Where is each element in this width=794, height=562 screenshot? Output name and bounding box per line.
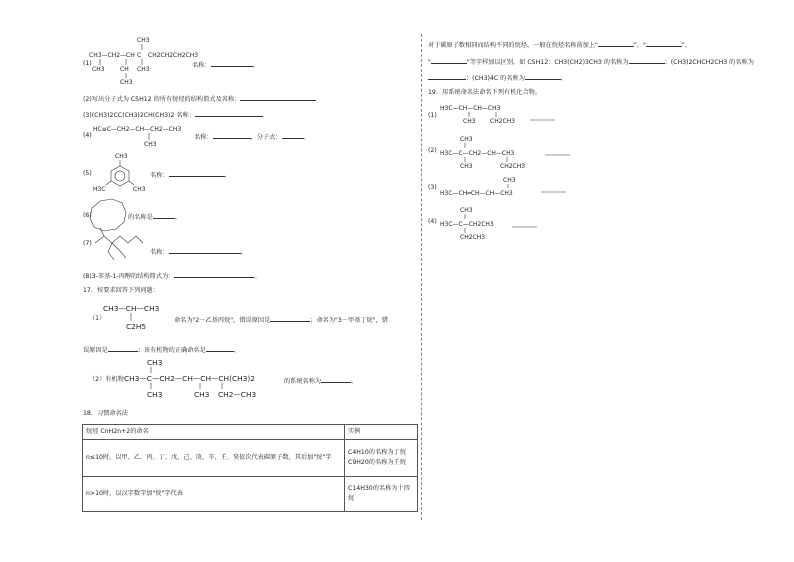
q1-branch-ch3-2: CH3 [137, 66, 150, 73]
q6-answer-row: 的名称是 。 [128, 214, 181, 221]
table-header-row [83, 425, 418, 440]
q17-2-bot-ch3-2: CH3 [194, 390, 210, 399]
right-intro-blank6[interactable] [525, 73, 561, 80]
q4-branch: CH3 [144, 141, 157, 148]
q1-answer-row: 名称： 。 [192, 62, 259, 69]
q19-1-main: H3C—CH—CH—CH3 [440, 105, 501, 112]
q19-2-label: (2) [428, 147, 437, 154]
q8-text: (8)3-苯基-1-丙醇的结构简式为： [83, 273, 175, 280]
table-row2-right: C14H30的名称为十四烷 [345, 477, 418, 512]
q17-1-text4: ；该有机物的正确命名是 [137, 347, 206, 354]
right-intro-sep1: "、" [633, 42, 646, 49]
right-intro-text2: "等字样加以区别。如 C5H12：CH3(CH2)3CH3 的名称为 [466, 59, 629, 66]
q19-3-main: H3C—CH═CH—CH—CH3 [440, 190, 513, 197]
q19-4-main: H3C—C—CH2CH3 [440, 221, 494, 228]
right-intro-blank5[interactable] [428, 73, 466, 80]
q19-4-top: CH3 [460, 207, 473, 214]
right-intro-text3: ；(CH3)4C 的名称为 [466, 75, 525, 82]
q6-name-label: 的名称是 [128, 214, 153, 221]
table-row [83, 440, 418, 477]
q5-label: (5) [83, 170, 92, 177]
q8-answer-blank[interactable] [174, 271, 254, 278]
right-intro-text1: 对于碳原子数相同而结构不同的烷烃，一般在烷烃名称前加上" [428, 42, 598, 49]
table-row1-right-1: C4H10的名称为丁烷 [348, 449, 406, 456]
q3-answer-blank[interactable] [195, 110, 263, 117]
q17-2-answer-row: 的系统名称为 。 [284, 378, 358, 385]
q5-name-label: 名称： [150, 172, 169, 179]
q19-3-structure [440, 177, 566, 197]
q5-right-ch3: CH3 [133, 186, 146, 193]
q19-1-label: (1) [428, 112, 437, 119]
q1-top-ch3: CH3 [137, 37, 150, 44]
q7-label: (7) [83, 240, 92, 247]
right-intro-end1: "、 [681, 42, 691, 49]
q17-2-top-ch3: CH3 [147, 358, 163, 367]
q17-2-blank[interactable] [321, 376, 351, 383]
q2-row [83, 94, 316, 104]
q4-answer-row: 名称： ，分子式： 。 [194, 134, 310, 141]
q1-label: (1) [83, 60, 92, 67]
q4-mf-blank[interactable] [282, 132, 304, 139]
q19-4-bot: CH2CH3 [460, 234, 486, 241]
table-row1-right-2: C9H20的名称为壬烷 [348, 459, 406, 466]
q4-name-label: 名称： [194, 134, 213, 141]
q19-2-main: H3C—C—CH2—CH—CH3 [440, 150, 515, 157]
q17-1-main: CH3—CH—CH3 [103, 304, 160, 313]
q19-3-label: (3) [428, 184, 437, 191]
q17-1-row1 [174, 315, 388, 325]
q3-row [83, 110, 263, 120]
q17-1-blank1[interactable] [270, 315, 310, 322]
q6-ring [90, 199, 126, 231]
q1-branch-ch: CH [120, 66, 129, 73]
table-row [83, 477, 418, 512]
q1-answer-blank[interactable] [211, 60, 253, 67]
q19-2-structure [440, 136, 570, 170]
q17-2-bot-ethyl: CH2—CH3 [218, 390, 257, 399]
q17-title: 17．按要求回答下列问题： [83, 287, 159, 294]
q5-left-h3c: H3C [93, 186, 106, 193]
q7-answer-row: 名称： 。 [150, 249, 247, 256]
q19-2-top: CH3 [460, 136, 473, 143]
q7-name-label: 名称： [150, 249, 169, 256]
table-row2-left: n>10时，以汉字数字加"烷"字代表 [83, 477, 345, 512]
q17-2-structure [124, 358, 257, 399]
q17-1-text3: 误原因是 [83, 347, 108, 354]
q4-label: (4) [83, 132, 92, 139]
q19-3-top: CH3 [503, 177, 516, 184]
table-row1-left: n≤10时，以甲、乙、丙、丁、戊、己、庚、辛、壬、癸依次代表碳原子数，其后加"烷"字 [83, 440, 345, 477]
q6-answer-blank[interactable] [153, 212, 175, 219]
q17-2-main: CH3—C—CH2—CH—CH—CH(CH3)2 [124, 374, 255, 383]
q1-chain-right: CH2CH2CH2CH3 [148, 52, 199, 59]
right-intro-text2b: ；(CH3)2CHCH2CH3 的名称为 [664, 59, 754, 66]
q19-1-structure [440, 105, 555, 125]
right-intro-blank1[interactable] [598, 40, 634, 47]
q2-answer-blank[interactable] [240, 94, 316, 101]
q4-mf-label: ，分子式： [250, 134, 282, 141]
q1-structure [89, 37, 198, 86]
table-header-left: 烷烃 CnH2n+2的命名 [83, 425, 345, 440]
q17-1-text: 命名为"2－乙基丙烷"，错误原因是 [174, 317, 271, 324]
q5-top-ch3: CH3 [115, 153, 128, 160]
q19-1-b2: CH2CH3 [490, 118, 516, 125]
q4-name-blank[interactable] [213, 132, 251, 139]
q7-skeletal [95, 228, 143, 260]
q19-4-label: (4) [428, 218, 437, 225]
right-intro-line3: ；(CH3)4C 的名称为 。 [428, 73, 567, 83]
q3-text: (3)(CH3)2CC(CH3)2CH(CH3)2 名称： [83, 112, 195, 119]
q19-title: 19．用系统命名法命名下列有机化合物。 [428, 89, 542, 96]
right-intro-line2 [428, 57, 754, 67]
q17-1-label: （1） [89, 315, 106, 322]
q17-2-label: （2）有机物 [89, 376, 124, 383]
q17-1-blank2[interactable] [108, 345, 138, 352]
q1-branch-ch3: CH3 [92, 66, 105, 73]
q6-label: (6) [83, 212, 92, 219]
q19-4-structure [440, 207, 537, 241]
right-intro2-open: " [428, 59, 431, 66]
q1-bottom-ch3: CH3 [120, 79, 133, 86]
right-intro-blank3[interactable] [431, 57, 467, 64]
q19-2-b2: CH2CH3 [500, 163, 526, 170]
table-header-right: 实例 [345, 425, 418, 440]
q19-2-b1: CH3 [460, 163, 473, 170]
q17-1-text2: ；命名为"3－甲基丁烷"，错 [310, 317, 388, 324]
q19-1-b1: CH3 [463, 118, 476, 125]
q5-answer-blank[interactable] [169, 170, 225, 177]
q18-title: 18．习惯命名法 [83, 410, 128, 417]
q1-center-c: C [137, 52, 142, 59]
table-row1-right [345, 440, 418, 477]
right-intro-line1 [428, 40, 691, 50]
q17-2-bot-ch3: CH3 [147, 390, 163, 399]
q17-1-row2: 误原因是 ；该有机物的正确命名是 。 [83, 347, 240, 354]
q17-1-blank3[interactable] [206, 345, 234, 352]
q2-text: (2)写出分子式为 C5H12 的所有烷烃的结构简式及名称： [83, 96, 241, 103]
q17-1-structure [103, 304, 160, 331]
q5-benzene-ring [93, 153, 146, 193]
q4-structure [93, 126, 181, 148]
q5-answer-row: 名称： 。 [150, 172, 231, 179]
q17-2-text: 的系统名称为 [284, 378, 322, 385]
right-intro-blank2[interactable] [646, 40, 682, 47]
right-intro-blank4[interactable] [629, 57, 665, 64]
naming-table [82, 424, 418, 512]
q1-name-label: 名称： [192, 62, 211, 69]
q1-chain-left: CH3—CH2—CH [89, 52, 135, 59]
q7-answer-blank[interactable] [169, 247, 241, 254]
q4-main-chain: HC≡C—CH2—CH—CH2—CH3 [93, 126, 182, 133]
q8-row: (8)3-苯基-1-丙醇的结构简式为： 。 [83, 273, 261, 280]
q17-1-branch: C2H5 [126, 322, 147, 331]
